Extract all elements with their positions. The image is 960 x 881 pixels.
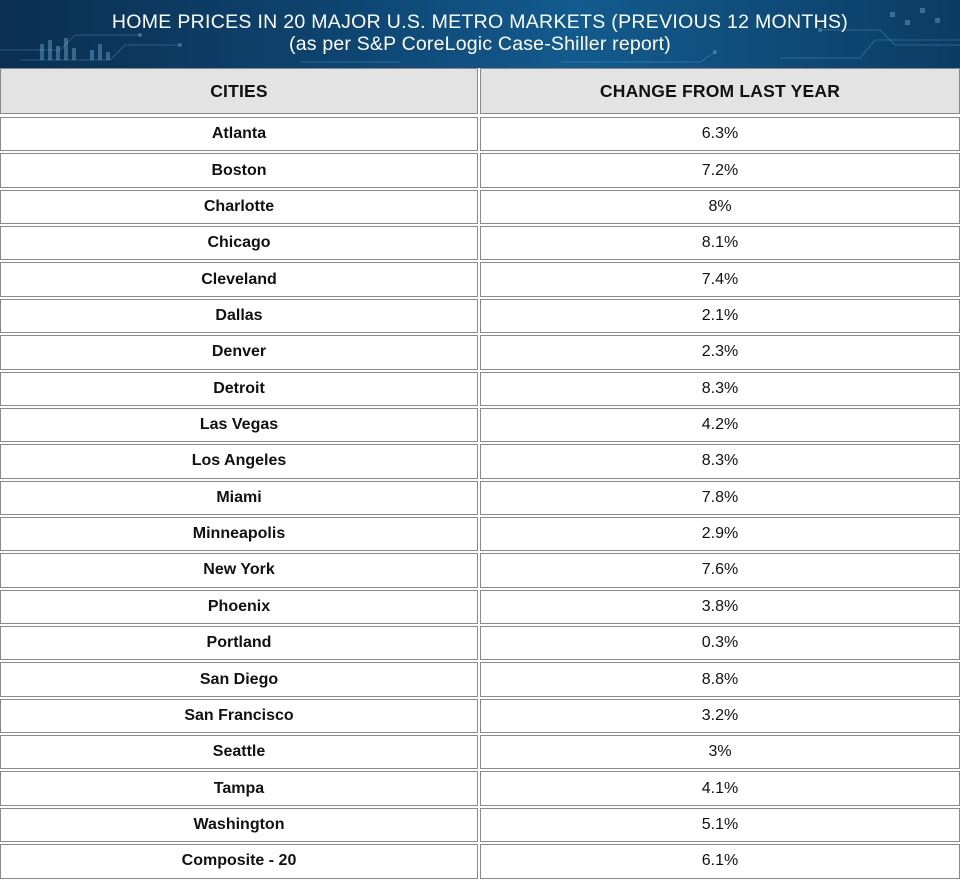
change-cell: 8% [480, 190, 960, 224]
table-row [0, 699, 960, 733]
city-cell: Charlotte [0, 190, 478, 224]
table-row [0, 262, 960, 296]
city-cell: Dallas [0, 299, 478, 333]
table-row [0, 372, 960, 406]
city-cell: San Diego [0, 662, 478, 696]
table-row [0, 808, 960, 842]
table-row [0, 335, 960, 369]
table-row [0, 662, 960, 696]
table-row [0, 735, 960, 769]
city-cell: Tampa [0, 771, 478, 805]
change-cell: 7.2% [480, 153, 960, 187]
table-row [0, 299, 960, 333]
change-cell: 6.1% [480, 844, 960, 878]
city-cell: Denver [0, 335, 478, 369]
city-cell: Miami [0, 481, 478, 515]
change-cell: 5.1% [480, 808, 960, 842]
change-cell: 8.3% [480, 444, 960, 478]
table-row [0, 553, 960, 587]
city-cell: Phoenix [0, 590, 478, 624]
change-cell: 6.3% [480, 117, 960, 151]
change-cell: 8.1% [480, 226, 960, 260]
change-cell: 3.8% [480, 590, 960, 624]
city-cell: San Francisco [0, 699, 478, 733]
table-row [0, 153, 960, 187]
city-cell: Los Angeles [0, 444, 478, 478]
city-cell: Washington [0, 808, 478, 842]
change-cell: 4.1% [480, 771, 960, 805]
change-cell: 3.2% [480, 699, 960, 733]
change-cell: 2.1% [480, 299, 960, 333]
change-cell: 4.2% [480, 408, 960, 442]
city-cell: Las Vegas [0, 408, 478, 442]
change-cell: 2.3% [480, 335, 960, 369]
change-cell: 2.9% [480, 517, 960, 551]
table-row [0, 117, 960, 151]
table-row [0, 408, 960, 442]
table-row [0, 771, 960, 805]
city-cell: Cleveland [0, 262, 478, 296]
table-row [0, 444, 960, 478]
city-cell: Portland [0, 626, 478, 660]
home-prices-table [0, 68, 960, 881]
column-header-change: CHANGE FROM LAST YEAR [480, 68, 960, 114]
table-row [0, 226, 960, 260]
column-header-cities: CITIES [0, 68, 478, 114]
change-cell: 7.4% [480, 262, 960, 296]
table-row [0, 626, 960, 660]
table-row [0, 190, 960, 224]
change-cell: 8.3% [480, 372, 960, 406]
title-banner [0, 0, 960, 68]
table-header-row [0, 68, 960, 114]
city-cell: Atlanta [0, 117, 478, 151]
change-cell: 7.6% [480, 553, 960, 587]
city-cell: Seattle [0, 735, 478, 769]
chart-subtitle: (as per S&P CoreLogic Case-Shiller report) [289, 33, 671, 55]
table-row [0, 590, 960, 624]
city-cell: Minneapolis [0, 517, 478, 551]
table-row [0, 517, 960, 551]
table-row [0, 844, 960, 878]
change-cell: 3% [480, 735, 960, 769]
change-cell: 7.8% [480, 481, 960, 515]
change-cell: 0.3% [480, 626, 960, 660]
table-row [0, 481, 960, 515]
city-cell: Boston [0, 153, 478, 187]
city-cell: Detroit [0, 372, 478, 406]
city-cell: Chicago [0, 226, 478, 260]
city-cell: Composite - 20 [0, 844, 478, 878]
city-cell: New York [0, 553, 478, 587]
change-cell: 8.8% [480, 662, 960, 696]
chart-title: HOME PRICES IN 20 MAJOR U.S. METRO MARKETS (PREVIOUS 12 MONTHS) [111, 11, 849, 33]
